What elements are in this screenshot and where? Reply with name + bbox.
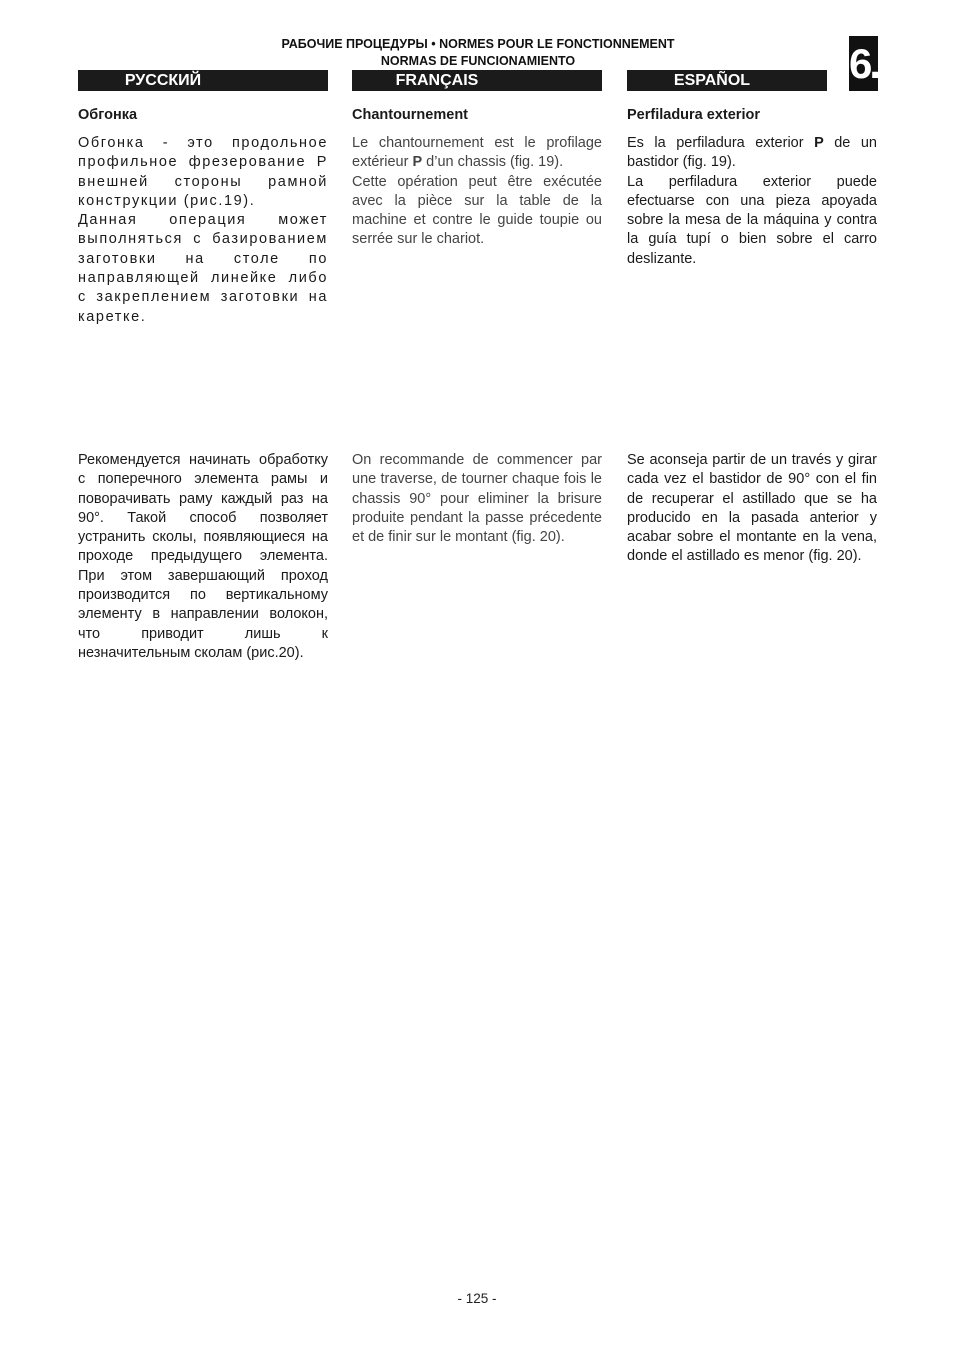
language-bar-russian [78,70,328,91]
label-p: P [412,154,423,171]
text: Le chantournement est le profilage extérieur [352,135,602,171]
paragraph [627,134,877,173]
paragraph: La perfiladura exterior puede efectuarse con una pieza apoyada sobre la mesa de la máquina y contra la guía tupí o bien sobre el carro deslizante. [627,173,877,267]
paragraph [352,134,602,173]
label-p: P [814,135,824,151]
chapter-number-badge: 6. [849,36,878,91]
paragraph: Данная операция может выполняться с базированием заготовки на столе по направляющей линейке либо с закреплением заготовки на каретке. [78,212,328,325]
column-russian [78,70,328,327]
column-french [352,70,602,250]
language-label: FRANÇAIS [395,72,479,89]
language-bar-spanish [627,70,827,91]
header-title-line2: NORMAS DE FUNCIONAMIENTO [380,54,576,68]
paragraph-russian-2: Рекомендуется начинать обработку с поперечного элемента рамы и поворачивать раму каждый раз на 90°. Такой способ позволяет устранить сколы, появляющиеся на проходе предыдущего элемента. При этом завершающий проход производится по вертикальному элементу в направлении волокон, что приводит лишь к незначительным сколам (рис.20). [78,452,328,661]
paragraph: Обгонка - это продольное профильное фрезерование Р внешней стороны рамной конструкции (рис.19). [78,135,328,209]
language-bar-french [352,70,602,91]
header-title-line1: РАБОЧИЕ ПРОЦЕДУРЫ • NORMES POUR LE FONCTIONNEMENT [281,37,675,51]
section-title: Perfiladura exterior [627,107,760,123]
column-spanish [627,70,877,269]
text: de un bastidor (fig. 19). [627,135,877,171]
text: Es la perfiladura exterior [627,135,815,151]
paragraph-french-2: On recommande de commencer par une traverse, de tourner chaque fois le chassis 90° pour eliminer la brisure produite pendant la passe précedente et de finir sur le montant (fig. 20). [352,452,602,546]
text: d’un chassis (fig. 19). [422,154,564,171]
page-number: - 125 - [457,1291,497,1306]
section-title: Chantournement [352,107,468,123]
section-title: Обгонка [78,107,138,123]
paragraph: Cette opération peut être exécutée avec la pièce sur la table de la machine et contre le guide toupie ou serrée sur le chariot. [352,173,602,248]
language-label: РУССКИЙ [124,72,202,89]
paragraph-spanish-2: Se aconseja partir de un través y girar cada vez el bastidor de 90° con el fin de recuperar el astillado que se ha producido en la pasada anterior y acabar sobre el montante en la vena, donde el astillado es menor (fig. 20). [627,452,877,565]
language-label: ESPAÑOL [673,72,751,89]
